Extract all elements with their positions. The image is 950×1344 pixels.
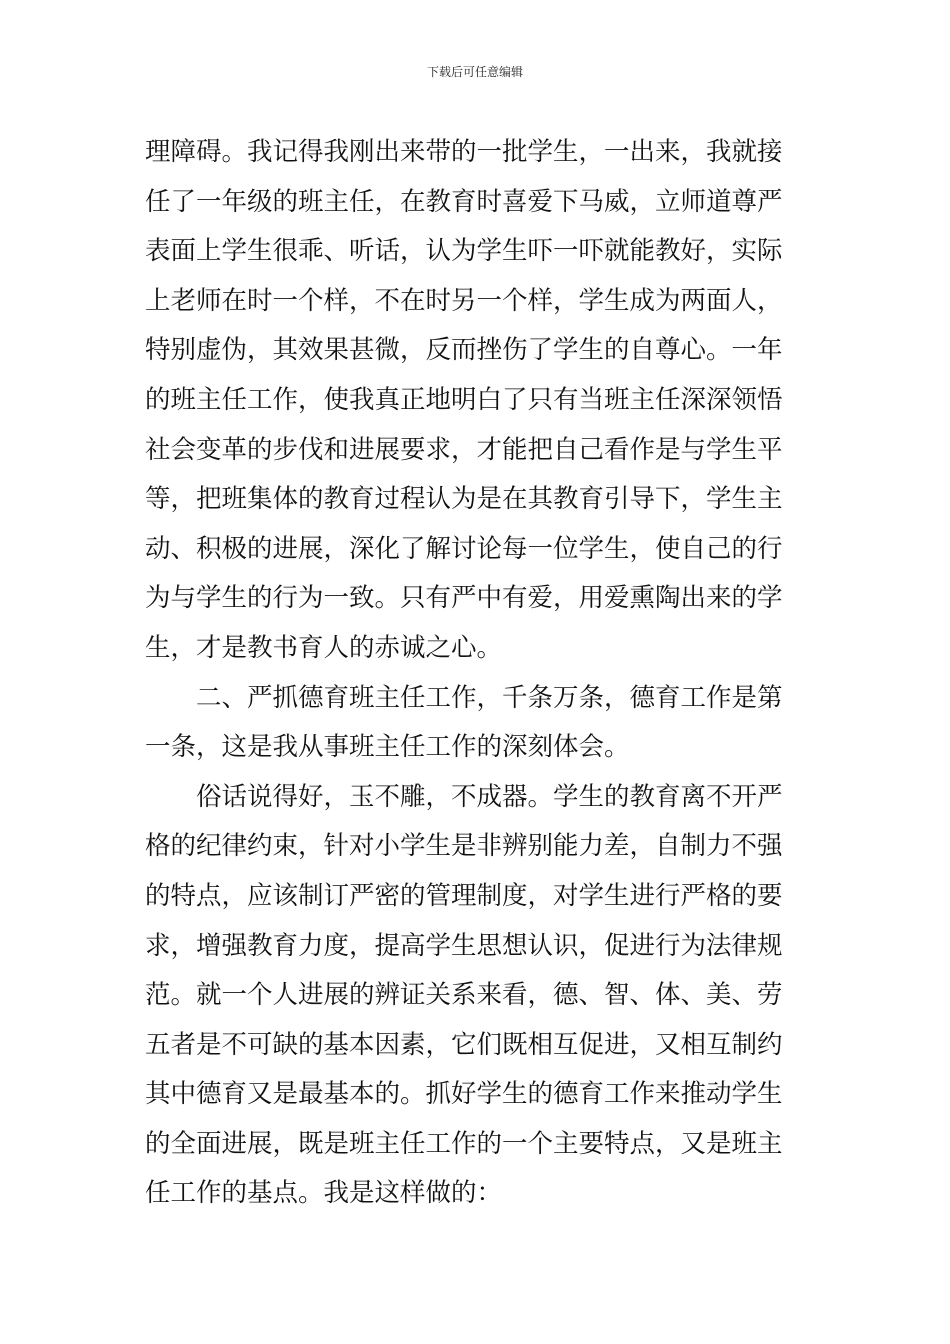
text-line: 特别虚伪，其效果甚微，反而挫伤了学生的自尊心。一年 (145, 335, 783, 366)
text-line: 其中德育又是最基本的。抓好学生的德育工作来推动学生 (145, 1079, 783, 1110)
paragraph-start-line: 俗话说得好，玉不雕，不成器。学生的教育离不开严 (145, 781, 783, 812)
text-line: 的全面进展，既是班主任工作的一个主要特点，又是班主 (145, 1128, 783, 1159)
text-line: 动、积极的进展，深化了解讨论每一位学生，使自己的行 (145, 533, 783, 564)
text-line: 生，才是教书育人的赤诚之心。 (145, 632, 503, 663)
text-line: 的特点，应该制订严密的管理制度，对学生进行严格的要 (145, 880, 783, 911)
text-line: 一条，这是我从事班主任工作的深刻体会。 (145, 732, 630, 763)
text-line: 求，增强教育力度，提高学生思想认识，促进行为法律规 (145, 930, 783, 961)
text-line: 范。就一个人进展的辨证关系来看，德、智、体、美、劳 (145, 980, 783, 1011)
text-line: 理障碍。我记得我刚出来带的一批学生，一出来，我就接 (145, 137, 783, 167)
text-line: 的班主任工作，使我真正地明白了只有当班主任深深领悟 (145, 384, 783, 415)
text-line: 五者是不可缺的基本因素，它们既相互促进，又相互制约 (145, 1029, 783, 1060)
section-heading-line: 二、严抓德育班主任工作，千条万条，德育工作是第 (145, 682, 783, 713)
text-line: 等，把班集体的教育过程认为是在其教育引导下，学生主 (145, 484, 783, 515)
text-line: 任工作的基点。我是这样做的： (145, 1178, 503, 1209)
page-header: 下载后可任意编辑 (426, 65, 523, 79)
text-line: 格的纪律约束，针对小学生是非辨别能力差，自制力不强 (145, 831, 783, 862)
text-line: 社会变革的步伐和进展要求，才能把自己看作是与学生平 (145, 434, 783, 465)
text-line: 任了一年级的班主任，在教育时喜爱下马威，立师道尊严 (145, 186, 783, 217)
text-line: 为与学生的行为一致。只有严中有爱，用爱熏陶出来的学 (145, 583, 783, 614)
document-body (145, 128, 810, 1219)
text-line: 上老师在时一个样，不在时另一个样，学生成为两面人， (145, 285, 783, 316)
text-line: 表面上学生很乖、听话，认为学生吓一吓就能教好，实际 (145, 236, 783, 267)
